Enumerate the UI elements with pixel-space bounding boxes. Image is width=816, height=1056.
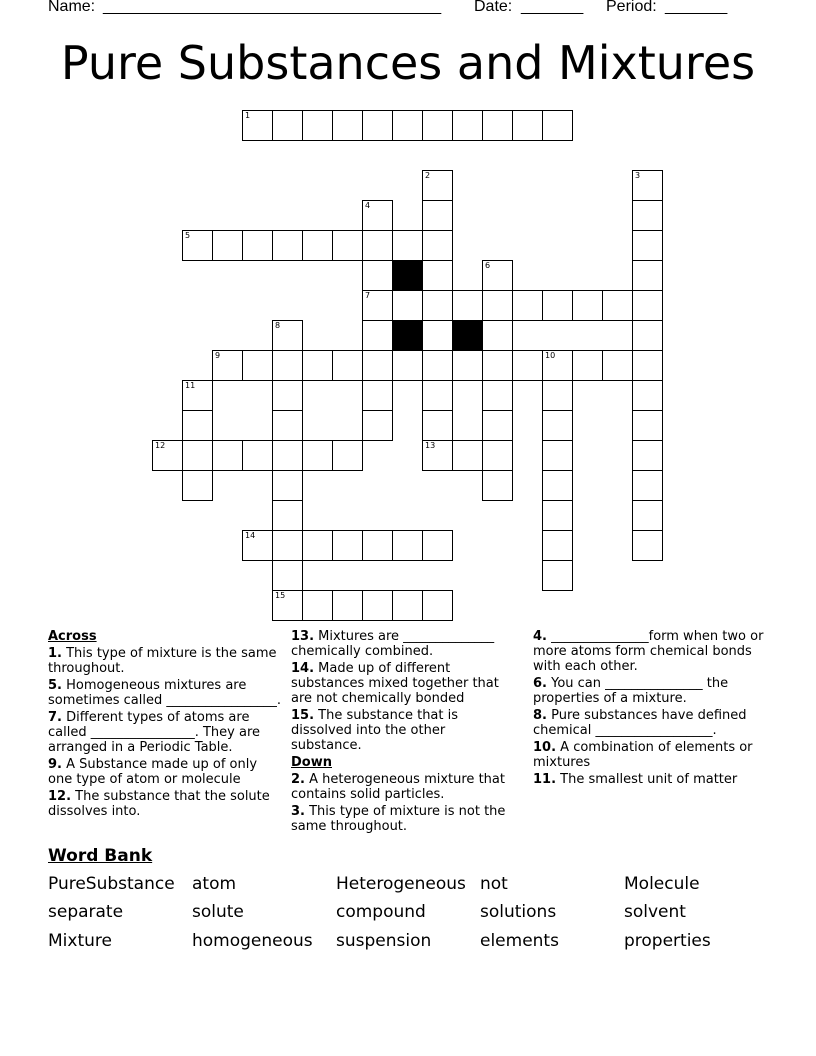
clue-item: [48, 710, 284, 755]
grid-cell[interactable]: [632, 470, 663, 501]
grid-cell[interactable]: [362, 110, 393, 141]
grid-cell[interactable]: [632, 170, 663, 201]
grid-cell[interactable]: [422, 320, 453, 351]
clue-item: [533, 629, 773, 674]
grid-cell[interactable]: [542, 440, 573, 471]
grid-cell[interactable]: [272, 410, 303, 441]
grid-cell[interactable]: [152, 440, 183, 471]
grid-cell[interactable]: [392, 350, 423, 381]
grid-cell[interactable]: [272, 560, 303, 591]
grid-cell[interactable]: [272, 380, 303, 411]
grid-cell[interactable]: [272, 230, 303, 261]
word-bank-word: suspension: [336, 931, 432, 951]
period-label: Period:: [606, 0, 657, 15]
clue-text: The substance that the solute dissolves into.: [48, 789, 270, 819]
grid-cell[interactable]: [422, 530, 453, 561]
word-bank-word: Molecule: [624, 874, 700, 894]
grid-cell[interactable]: [362, 350, 393, 381]
grid-cell[interactable]: [362, 530, 393, 561]
word-bank-title: Word Bank: [48, 846, 153, 866]
grid-cell[interactable]: [542, 470, 573, 501]
grid-cell[interactable]: [452, 110, 483, 141]
clue-number: 2: [425, 171, 431, 180]
clue-item: [48, 646, 284, 676]
clue-number: 13: [425, 441, 436, 450]
clue-item: [48, 678, 284, 708]
clue-text: Different types of atoms are called ________________. They are arranged in a Periodic Table.: [48, 710, 261, 755]
grid-cell[interactable]: [242, 530, 273, 561]
grid-cell[interactable]: [422, 170, 453, 201]
clues-column-3: [533, 629, 773, 789]
grid-cell[interactable]: [392, 530, 423, 561]
clue-number-label: 13.: [291, 629, 315, 644]
grid-cell[interactable]: [242, 110, 273, 141]
clue-number-label: 1.: [48, 646, 62, 661]
grid-cell[interactable]: [632, 500, 663, 531]
down-heading: Down: [291, 755, 332, 770]
word-bank-word: not: [480, 874, 508, 894]
grid-cell[interactable]: [482, 110, 513, 141]
grid-cell[interactable]: [302, 110, 333, 141]
grid-cell[interactable]: [362, 230, 393, 261]
grid-cell[interactable]: [422, 230, 453, 261]
page-title: Pure Substances and Mixtures: [60, 36, 756, 90]
grid-block: [452, 320, 483, 351]
grid-cell[interactable]: [632, 530, 663, 561]
clue-number-label: 14.: [291, 661, 315, 676]
grid-cell[interactable]: [512, 290, 543, 321]
grid-cell[interactable]: [272, 530, 303, 561]
grid-cell[interactable]: [392, 230, 423, 261]
name-line[interactable]: ______________________________________: [103, 0, 442, 15]
clue-number-label: 6.: [533, 676, 547, 691]
grid-cell[interactable]: [632, 290, 663, 321]
grid-cell[interactable]: [632, 380, 663, 411]
grid-cell[interactable]: [572, 350, 603, 381]
grid-cell[interactable]: [482, 350, 513, 381]
grid-cell[interactable]: [422, 260, 453, 291]
grid-cell[interactable]: [452, 350, 483, 381]
word-bank-word: solvent: [624, 902, 686, 922]
grid-cell[interactable]: [362, 260, 393, 291]
grid-cell[interactable]: [482, 410, 513, 441]
grid-cell[interactable]: [542, 530, 573, 561]
word-bank-word: PureSubstance: [48, 874, 175, 894]
clue-number: 12: [155, 441, 166, 450]
name-label: Name:: [48, 0, 96, 15]
grid-cell[interactable]: [272, 590, 303, 621]
clue-item: [533, 740, 773, 770]
grid-cell[interactable]: [212, 230, 243, 261]
grid-cell[interactable]: [542, 380, 573, 411]
grid-cell[interactable]: [302, 590, 333, 621]
grid-cell[interactable]: [602, 350, 633, 381]
grid-cell[interactable]: [422, 440, 453, 471]
grid-cell[interactable]: [632, 320, 663, 351]
grid-cell[interactable]: [542, 110, 573, 141]
clue-text: A combination of elements or mixtures: [533, 740, 753, 770]
grid-cell[interactable]: [242, 350, 273, 381]
clues-column-1: [48, 629, 284, 821]
grid-block: [392, 320, 423, 351]
grid-cell[interactable]: [362, 410, 393, 441]
grid-cell[interactable]: [452, 440, 483, 471]
clue-item: [291, 661, 519, 706]
grid-cell[interactable]: [272, 320, 303, 351]
grid-cell[interactable]: [182, 410, 213, 441]
grid-cell[interactable]: [632, 230, 663, 261]
across-heading: Across: [48, 629, 97, 644]
grid-cell[interactable]: [302, 350, 333, 381]
word-bank-word: homogeneous: [192, 931, 313, 951]
grid-cell[interactable]: [332, 230, 363, 261]
grid-cell[interactable]: [242, 440, 273, 471]
grid-cell[interactable]: [182, 230, 213, 261]
grid-cell[interactable]: [212, 350, 243, 381]
grid-cell[interactable]: [392, 290, 423, 321]
grid-cell[interactable]: [422, 200, 453, 231]
grid-cell[interactable]: [302, 230, 333, 261]
word-bank-word: Mixture: [48, 931, 112, 951]
clue-number: 3: [635, 171, 641, 180]
grid-cell[interactable]: [482, 320, 513, 351]
clue-number-label: 9.: [48, 757, 62, 772]
clue-number-label: 2.: [291, 772, 305, 787]
clue-item: [533, 772, 773, 787]
grid-cell[interactable]: [482, 470, 513, 501]
grid-cell[interactable]: [542, 410, 573, 441]
clue-number-label: 11.: [533, 772, 557, 787]
grid-cell[interactable]: [242, 230, 273, 261]
clue-item: [291, 804, 519, 834]
clue-number-label: 15.: [291, 708, 315, 723]
grid-cell[interactable]: [332, 350, 363, 381]
clue-item: [291, 772, 519, 802]
grid-cell[interactable]: [332, 590, 363, 621]
grid-cell[interactable]: [392, 590, 423, 621]
grid-cell[interactable]: [542, 290, 573, 321]
grid-cell[interactable]: [542, 500, 573, 531]
grid-cell[interactable]: [632, 260, 663, 291]
grid-cell[interactable]: [212, 440, 243, 471]
grid-cell[interactable]: [392, 110, 423, 141]
grid-cell[interactable]: [362, 380, 393, 411]
clue-item: [48, 789, 284, 819]
grid-cell[interactable]: [422, 290, 453, 321]
grid-cell[interactable]: [542, 350, 573, 381]
grid-cell[interactable]: [182, 470, 213, 501]
word-bank-word: separate: [48, 902, 124, 922]
clue-number-label: 5.: [48, 678, 62, 693]
clue-item: [533, 708, 773, 738]
clue-text: You can _______________ the properties of a mixture.: [533, 676, 729, 706]
clue-text: A heterogeneous mixture that contains solid particles.: [291, 772, 505, 802]
clue-text: Pure substances have defined chemical __________________.: [533, 708, 747, 738]
grid-cell[interactable]: [332, 440, 363, 471]
grid-cell[interactable]: [302, 530, 333, 561]
grid-cell[interactable]: [272, 470, 303, 501]
grid-cell[interactable]: [632, 200, 663, 231]
clue-number: 9: [215, 351, 221, 360]
clue-number: 1: [245, 111, 251, 120]
grid-cell[interactable]: [362, 290, 393, 321]
grid-cell[interactable]: [542, 560, 573, 591]
word-bank-word: solute: [192, 902, 244, 922]
date-label: Date:: [474, 0, 513, 15]
grid-cell[interactable]: [602, 290, 633, 321]
grid-cell[interactable]: [512, 110, 543, 141]
clue-text: Mixtures are ______________ chemically combined.: [291, 629, 495, 659]
clue-number: 7: [365, 291, 371, 300]
clue-text: A Substance made up of only one type of atom or molecule: [48, 757, 258, 787]
grid-cell[interactable]: [362, 590, 393, 621]
clue-number: 8: [275, 321, 281, 330]
grid-cell[interactable]: [572, 290, 603, 321]
grid-cell[interactable]: [422, 110, 453, 141]
grid-cell[interactable]: [452, 290, 483, 321]
word-bank-word: Heterogeneous: [336, 874, 466, 894]
clue-text: _______________form when two or more atoms form chemical bonds with each other.: [533, 629, 764, 674]
grid-cell[interactable]: [422, 590, 453, 621]
clue-number-label: 12.: [48, 789, 72, 804]
word-bank-word: atom: [192, 874, 237, 894]
grid-cell[interactable]: [482, 380, 513, 411]
grid-cell[interactable]: [482, 260, 513, 291]
clue-item: [533, 676, 773, 706]
clue-number: 15: [275, 591, 286, 600]
grid-cell[interactable]: [482, 290, 513, 321]
clue-text: Made up of different substances mixed together that are not chemically bonded: [291, 661, 499, 706]
word-bank-word: properties: [624, 931, 711, 951]
grid-block: [392, 260, 423, 291]
clue-number: 6: [485, 261, 491, 270]
grid-cell[interactable]: [482, 440, 513, 471]
grid-cell[interactable]: [182, 440, 213, 471]
clue-number: 4: [365, 201, 371, 210]
clue-text: The substance that is dissolved into the other substance.: [291, 708, 459, 753]
clues-column-2: [291, 629, 519, 836]
period-line[interactable]: _______: [665, 0, 728, 15]
word-bank-word: solutions: [480, 902, 557, 922]
grid-cell[interactable]: [362, 200, 393, 231]
clue-number-label: 10.: [533, 740, 557, 755]
clue-text: Homogeneous mixtures are sometimes called _________________.: [48, 678, 282, 708]
grid-cell[interactable]: [632, 440, 663, 471]
clue-number-label: 7.: [48, 710, 62, 725]
clue-number-label: 3.: [291, 804, 305, 819]
clue-number: 5: [185, 231, 191, 240]
clue-item: [291, 629, 519, 659]
word-bank-word: elements: [480, 931, 559, 951]
grid-cell[interactable]: [272, 500, 303, 531]
grid-cell[interactable]: [632, 410, 663, 441]
grid-cell[interactable]: [332, 530, 363, 561]
grid-cell[interactable]: [182, 380, 213, 411]
clue-item: [48, 757, 284, 787]
grid-cell[interactable]: [512, 350, 543, 381]
grid-cell[interactable]: [272, 350, 303, 381]
clue-number: 14: [245, 531, 256, 540]
clue-number-label: 8.: [533, 708, 547, 723]
grid-cell[interactable]: [422, 380, 453, 411]
clue-number: 11: [185, 381, 196, 390]
word-bank-word: compound: [336, 902, 426, 922]
grid-cell[interactable]: [272, 110, 303, 141]
grid-cell[interactable]: [422, 350, 453, 381]
date-line[interactable]: _______: [521, 0, 584, 15]
clue-text: This type of mixture is not the same throughout.: [291, 804, 506, 834]
clue-number-label: 4.: [533, 629, 547, 644]
clue-text: This type of mixture is the same throughout.: [48, 646, 277, 676]
grid-cell[interactable]: [632, 350, 663, 381]
clue-item: [291, 708, 519, 753]
clue-text: The smallest unit of matter: [556, 772, 738, 787]
clue-number: 10: [545, 351, 556, 360]
grid-cell[interactable]: [422, 410, 453, 441]
grid-cell[interactable]: [272, 440, 303, 471]
grid-cell[interactable]: [362, 320, 393, 351]
grid-cell[interactable]: [332, 110, 363, 141]
grid-cell[interactable]: [302, 440, 333, 471]
